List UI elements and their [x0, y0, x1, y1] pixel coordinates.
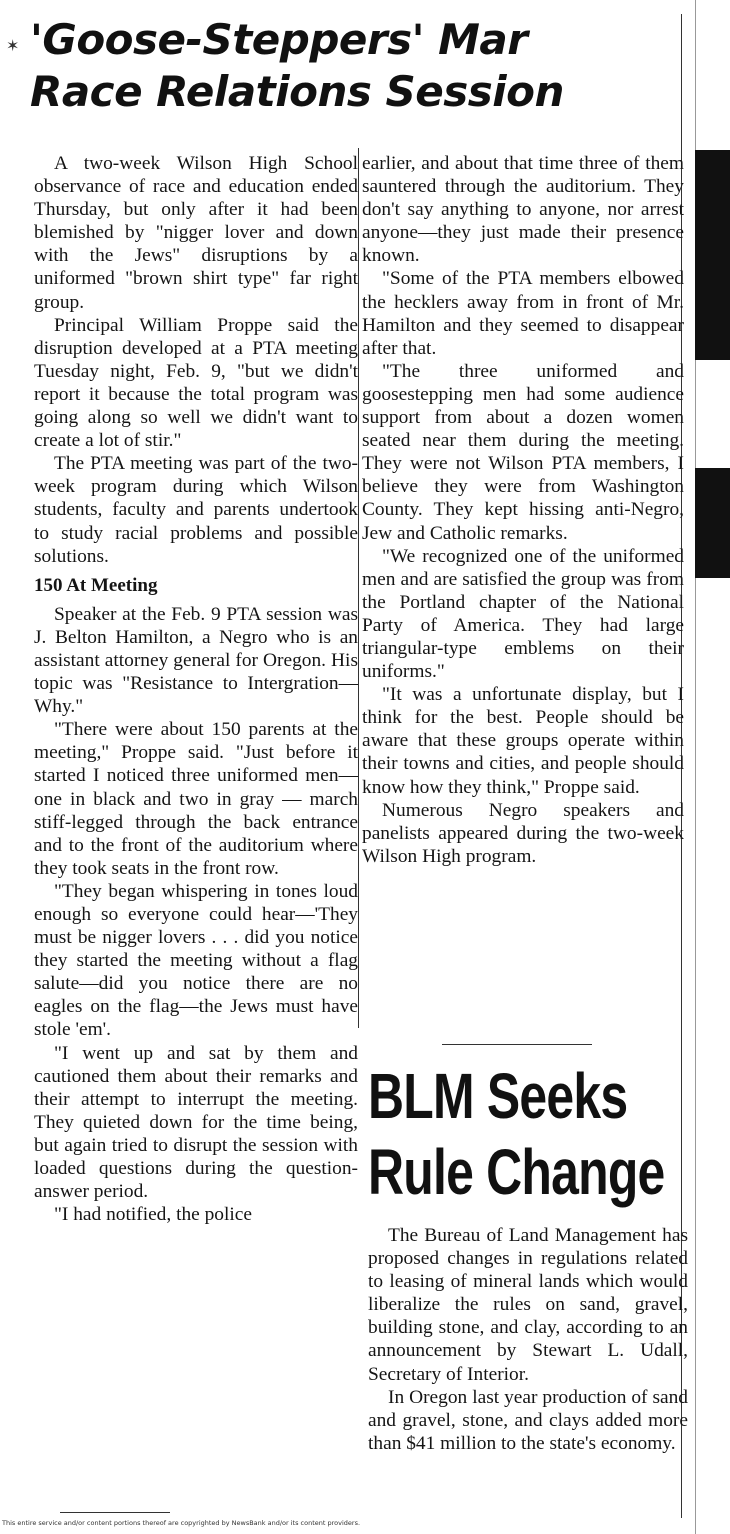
margin-block-bottom — [695, 468, 730, 578]
paragraph: "They began whispering in tones loud enough so everyone could hear—'They must be nigger lovers . . . did you notice they started the meeting without a flag salute—did you notice there are no eagles on the flag—the Jews must have stole 'em'. — [34, 880, 358, 1041]
paragraph: "We recognized one of the uniformed men and are satisfied the group was from the Portland chapter of the National Party of America. They had large triangular-type emblems on their uniforms." — [362, 545, 684, 683]
paragraph: "It was a unfortunate display, but I think for the best. People should be aware that these groups operate within their towns and cities, and people should know how they think," Proppe said. — [362, 684, 684, 798]
paragraph: In Oregon last year production of sand and gravel, stone, and clays added more than $41 million to the state's economy. — [368, 1386, 688, 1454]
article-separator — [442, 1044, 592, 1045]
headline-line-1: 'Goose-Steppers' Mar — [30, 15, 528, 64]
paragraph: A two-week Wilson High School observance of race and education ended Thursday, but only after it had been blemished by "nigger lover and down with the Jews" disruptions by a uniformed "brown shirt type" far right group. — [34, 153, 358, 313]
paragraph: Speaker at the Feb. 9 PTA session was J. Belton Hamilton, a Negro who is an assistant attorney general for Oregon. His topic was "Resistance to Intergration—Why." — [34, 603, 358, 718]
margin-block-top — [695, 150, 730, 360]
left-column — [34, 152, 358, 1226]
subheading: 150 At Meeting — [34, 574, 158, 596]
paragraph: "The three uniformed and goosestepping men had some audience support from about a dozen women seated near them during the meeting. They were not Wilson PTA members, I believe they were from Washington County. They kept hissing anti-Negro, Jew and Catholic remarks. — [362, 360, 684, 544]
paragraph: The PTA meeting was part of the two-week program during which Wilson students, faculty and parents undertook to study racial problems and possible solutions. — [34, 453, 358, 567]
bottom-rule — [60, 1512, 170, 1513]
paragraph: earlier, and about that time three of them sauntered through the auditorium. They don't say anything to anyone, nor arrest anyone—they just made their presence known. — [362, 153, 684, 267]
paragraph: The Bureau of Land Management has proposed changes in regulations related to leasing of mineral lands which would liberalize the rules on sand, gravel, building stone, and clay, according to an announcement by Stewart L. Udall, Secretary of Interior. — [368, 1225, 688, 1385]
column-rule — [358, 148, 359, 1028]
paragraph: Numerous Negro speakers and panelists appeared during the two-week Wilson High program. — [362, 799, 684, 867]
paragraph: Principal William Proppe said the disruption developed at a PTA meeting Tuesday night, Feb. 9, "but we didn't report it because the total program was going along so well we didn't want to create a lot of stir." — [34, 314, 358, 452]
paragraph: "There were about 150 parents at the meeting," Proppe said. "Just before it started I noticed three uniformed men—one in black and two in gray — march stiff-legged through the back entrance and to the front of the auditorium where they took seats in the front row. — [34, 719, 358, 879]
blm-headline-line-1: BLM Seeks — [368, 1060, 628, 1132]
paragraph: "I had notified, the police — [54, 1204, 252, 1226]
copyright-notice: This entire service and/or content portions thereof are copyrighted by NewsBank and/or its content providers. — [2, 1519, 361, 1527]
blm-headline — [368, 1058, 665, 1210]
paragraph: "Some of the PTA members elbowed the hecklers away from in front of Mr. Hamilton and they seemed to disappear after that. — [362, 268, 684, 359]
article-headline — [30, 14, 680, 118]
paragraph: "I went up and sat by them and cautioned them about their remarks and their attempt to interrupt the meeting. They quieted down for the time being, but again tried to disrupt the session with loaded questions during the question-answer period. — [34, 1042, 358, 1203]
headline-line-2: Race Relations Session — [30, 67, 564, 116]
blm-headline-line-2: Rule Change — [368, 1136, 665, 1208]
margin-mark: ✶ — [6, 38, 20, 55]
blm-article-body — [368, 1224, 688, 1455]
right-column — [362, 152, 684, 868]
